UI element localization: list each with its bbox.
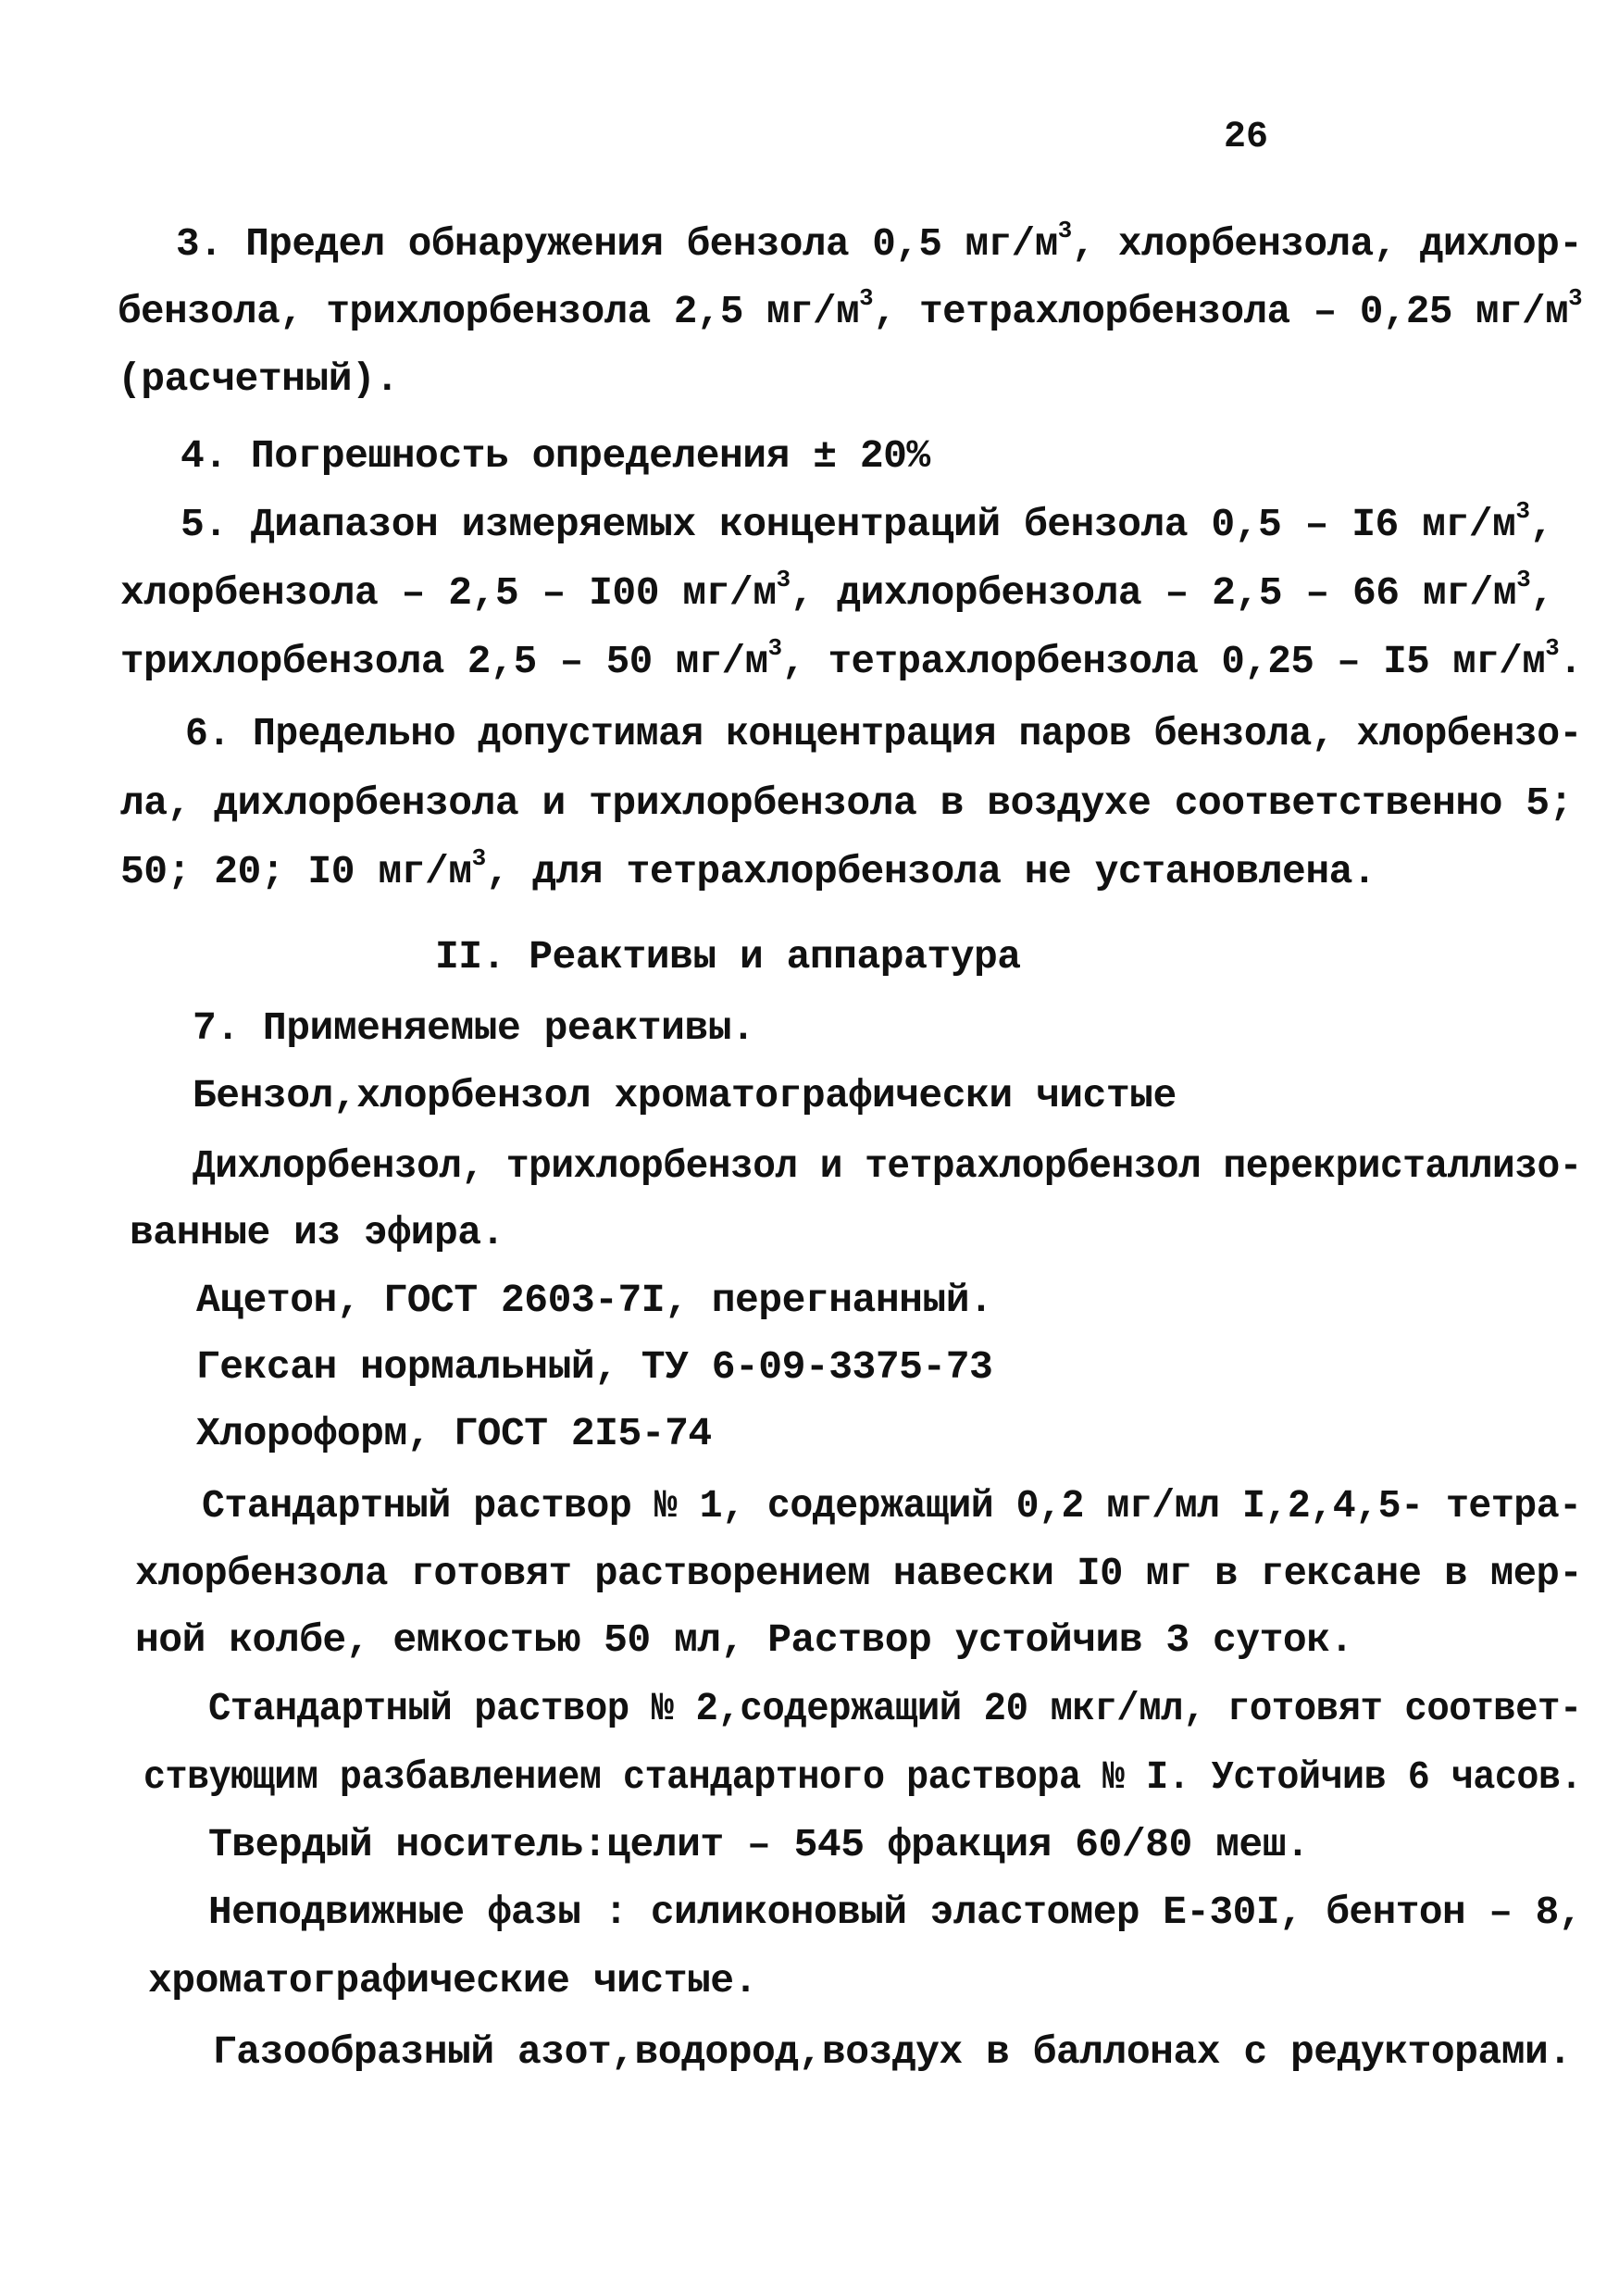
text-line xyxy=(196,1276,992,1326)
text-line xyxy=(193,1142,1582,1192)
text-segment: Дихлорбензол, трихлорбензол и тетрахлорбензол перекристаллизо- xyxy=(193,1143,1582,1189)
text-segment: 50; 20; I0 мг/м xyxy=(120,849,472,894)
text-line xyxy=(120,779,1573,829)
text-segment: , хлорбензола, дихлор- xyxy=(1071,221,1583,267)
superscript: 3 xyxy=(1516,565,1531,593)
text-segment: ла, дихлорбензола и трихлорбензола в воздухе соответственно 5; xyxy=(120,780,1573,826)
text-segment: Твердый носитель:целит – 545 фракция 60/80 меш. xyxy=(208,1822,1310,1867)
superscript: 3 xyxy=(1568,283,1583,312)
text-line xyxy=(213,2028,1572,2078)
text-segment: , тетрахлорбензола 0,25 – I5 мг/м xyxy=(781,639,1546,684)
text-segment: , тетрахлорбензола – 0,25 мг/м xyxy=(873,289,1569,334)
page-number: 26 xyxy=(1224,117,1269,158)
text-line xyxy=(118,283,1583,337)
text-line xyxy=(120,633,1583,687)
superscript: 3 xyxy=(767,633,782,662)
text-segment: Неподвижные фазы : силиконовый эластомер Е-30I, бентон – 8, xyxy=(208,1890,1582,1935)
text-segment: (расчетный). xyxy=(118,356,399,402)
superscript: 3 xyxy=(859,283,874,312)
text-segment: 7. Применяемые реактивы. xyxy=(193,1005,755,1051)
text-line xyxy=(196,1342,992,1392)
text-line xyxy=(196,1409,712,1459)
text-segment: ванные из эфира. xyxy=(130,1210,504,1255)
text-line xyxy=(193,1004,754,1054)
text-segment: хроматографические чистые. xyxy=(148,1958,757,2003)
section-heading xyxy=(435,932,1021,982)
text-segment: , xyxy=(1530,570,1554,616)
text-segment: хлорбензола – 2,5 – I00 мг/м xyxy=(120,570,777,616)
text-segment: , xyxy=(1529,502,1553,547)
text-line xyxy=(130,1208,504,1258)
text-line xyxy=(120,565,1554,618)
text-segment: 6. Предельно допустимая концентрация паров бензола, хлорбензо- xyxy=(185,711,1582,756)
superscript: 3 xyxy=(1515,496,1530,525)
text-line xyxy=(135,1616,1353,1666)
text-segment: Стандартный раствор № 1, содержащий 0,2 мг/мл I,2,4,5- тетра- xyxy=(202,1483,1582,1529)
text-line xyxy=(181,431,930,481)
text-segment: бензола, трихлорбензола 2,5 мг/м xyxy=(118,289,860,334)
text-segment: Стандартный раствор № 2,содержащий 20 мкг/мл, готовят соответ- xyxy=(208,1686,1582,1731)
text-line xyxy=(148,1956,757,2006)
text-line xyxy=(193,1071,1177,1121)
text-line xyxy=(143,1753,1582,1803)
text-segment: II. Реактивы и аппаратура xyxy=(435,934,1021,980)
text-line xyxy=(208,1888,1582,1938)
text-line xyxy=(135,1549,1582,1599)
text-segment: ной колбе, емкостью 50 мл, Раствор устойчив 3 суток. xyxy=(135,1617,1353,1663)
superscript: 3 xyxy=(1545,633,1560,662)
superscript: 3 xyxy=(776,565,791,593)
text-segment: , для тетрахлорбензола не установлена. xyxy=(485,849,1376,894)
text-line xyxy=(176,216,1583,269)
superscript: 3 xyxy=(1057,216,1072,244)
text-segment: Гексан нормальный, ТУ 6-09-3375-73 xyxy=(196,1344,993,1390)
text-segment: , дихлорбензола – 2,5 – 66 мг/м xyxy=(790,570,1517,616)
text-segment: Хлороформ, ГОСТ 2I5-74 xyxy=(196,1411,712,1456)
text-segment: Газообразный азот,водород,воздух в баллонах с редукторами. xyxy=(213,2029,1572,2075)
text-line xyxy=(118,355,399,405)
text-segment: 5. Диапазон измеряемых концентраций бензола 0,5 – I6 мг/м xyxy=(181,502,1516,547)
text-segment: трихлорбензола 2,5 – 50 мг/м xyxy=(120,639,768,684)
text-line xyxy=(202,1481,1582,1531)
text-line xyxy=(181,496,1553,550)
text-segment: хлорбензола готовят растворением навески I0 мг в гексане в мер- xyxy=(135,1551,1583,1596)
text-segment: 4. Погрешность определения ± 20% xyxy=(181,433,930,479)
text-line xyxy=(185,709,1582,759)
superscript: 3 xyxy=(471,843,486,872)
text-line xyxy=(120,843,1376,897)
text-segment: . xyxy=(1559,639,1583,684)
text-line xyxy=(208,1820,1309,1870)
text-segment: Бензол,хлорбензол хроматографически чистые xyxy=(193,1073,1177,1118)
text-line xyxy=(208,1684,1582,1734)
text-segment: ствующим разбавлением стандартного раствора № I. Устойчив 6 часов. xyxy=(143,1754,1583,1800)
text-segment: 3. Предел обнаружения бензола 0,5 мг/м xyxy=(176,221,1058,267)
text-segment: Ацетон, ГОСТ 2603-7I, перегнанный. xyxy=(196,1278,993,1323)
